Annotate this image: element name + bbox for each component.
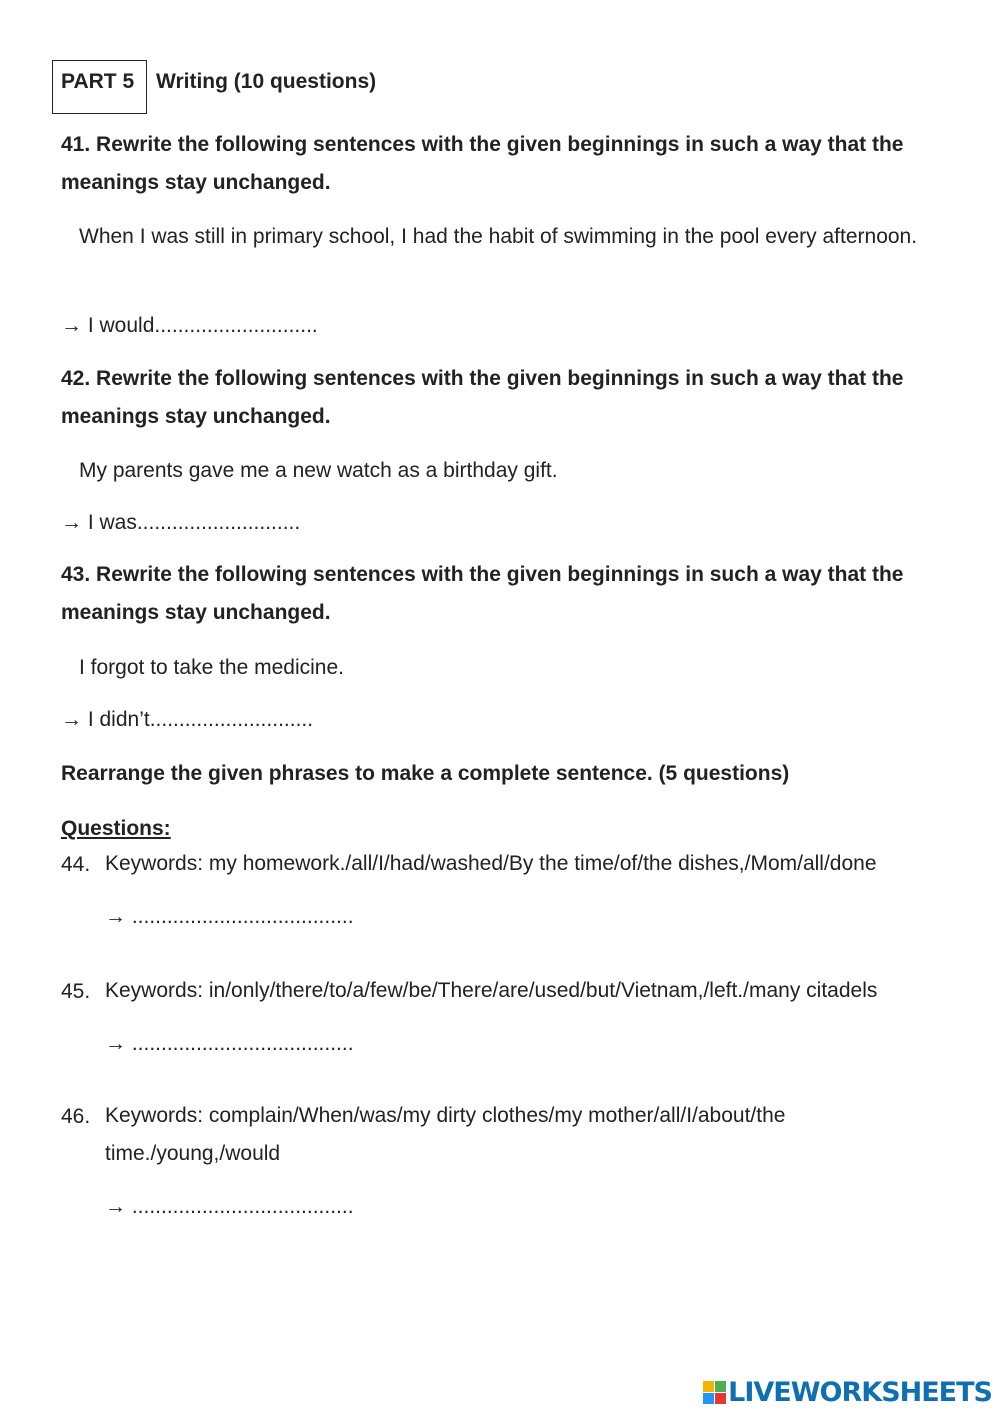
question-46-answer-field[interactable]: → ...................................... [105,1195,354,1218]
question-44-answer-field[interactable]: → ...................................... [105,905,354,928]
question-43-heading: 43. Rewrite the following sentences with the given beginnings in such a way that the meanings stay unchanged. [61,563,904,624]
question-46-keywords: Keywords: complain/When/was/my dirty clothes/my mother/all/I/about/the time./young,/would [105,1104,786,1165]
question-42-heading: 42. Rewrite the following sentences with the given beginnings in such a way that the meanings stay unchanged. [61,367,904,428]
question-44-number: 44. [61,853,91,876]
logo-block [703,1381,714,1392]
question-44-keywords: Keywords: my homework./all/I/had/washed/By the time/of/the dishes,/Mom/all/done [105,852,877,875]
question-43-sentence: I forgot to take the medicine. [79,656,344,679]
question-42-sentence: My parents gave me a new watch as a birthday gift. [79,459,558,482]
question-41-heading: 41. Rewrite the following sentences with the given beginnings in such a way that the meanings stay unchanged. [61,133,904,194]
question-45-answer-field[interactable]: → ...................................... [105,1032,354,1055]
liveworksheets-logo [703,1378,992,1406]
question-46-number: 46. [61,1105,91,1128]
logo-block [703,1393,714,1404]
question-43-answer-field[interactable]: → I didn’t............................ [61,708,314,731]
question-45-keywords: Keywords: in/only/there/to/a/few/be/There/are/used/but/Vietnam,/left./many citadels [105,979,878,1002]
logo-text: LIVEWORKSHEETS [728,1376,992,1408]
part-label: PART 5 [61,70,135,93]
question-41-sentence: When I was still in primary school, I had the habit of swimming in the pool every afternoon. [79,225,918,248]
rearrange-heading: Rearrange the given phrases to make a complete sentence. (5 questions) [61,762,790,785]
part-title: Writing (10 questions) [156,70,377,93]
logo-block [715,1381,726,1392]
question-41-answer-field[interactable]: → I would............................ [61,314,318,337]
question-42-answer-field[interactable]: → I was............................ [61,511,301,534]
logo-blocks-icon [703,1381,726,1404]
questions-label: Questions: [61,817,171,840]
logo-block [715,1393,726,1404]
question-45-number: 45. [61,980,91,1003]
